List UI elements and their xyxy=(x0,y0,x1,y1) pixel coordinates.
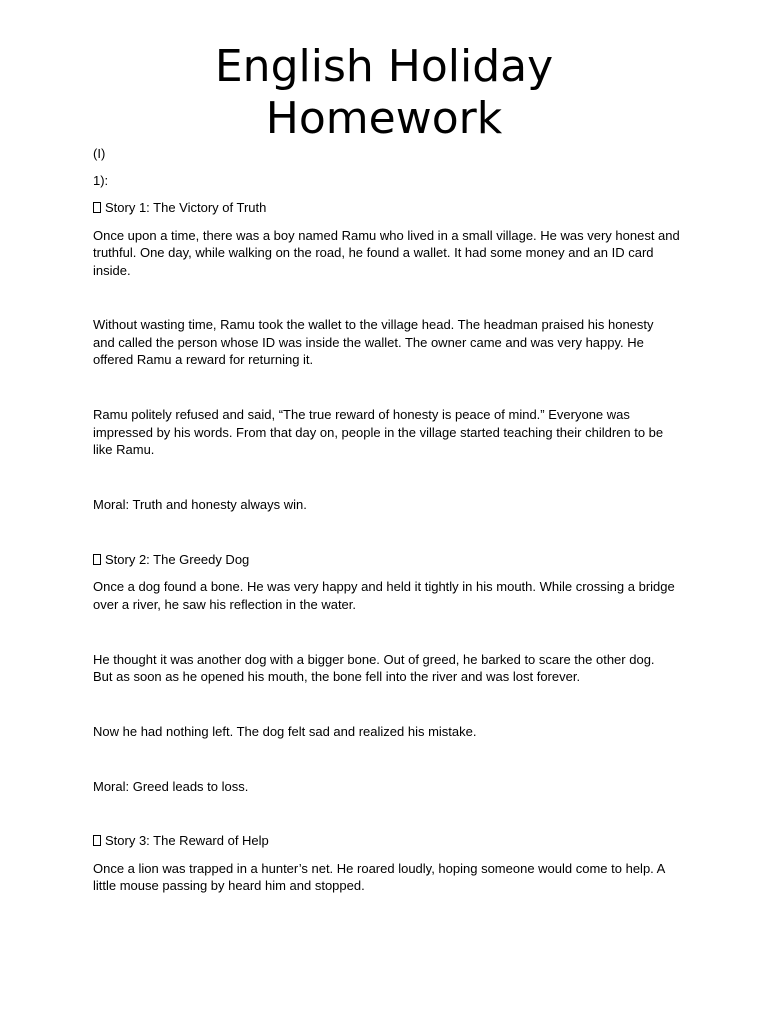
document-title-line-1: English Holiday xyxy=(214,41,554,92)
story-3-paragraph-1-line-2: little mouse passing by heard him and stopped. xyxy=(93,878,365,893)
story-3-heading xyxy=(93,832,683,850)
missing-glyph-icon xyxy=(93,835,101,846)
missing-glyph-icon xyxy=(93,202,101,213)
story-2-paragraph-1-line-2: over a river, he saw his reflection in the water. xyxy=(93,597,357,612)
story-2-heading-text: Story 2: The Greedy Dog xyxy=(105,552,250,567)
story-1-paragraph-3-line-1: Ramu politely refused and said, “The true reward of honesty is peace of mind.” Everyone was xyxy=(93,407,630,422)
missing-glyph-icon xyxy=(93,554,101,565)
story-1-moral: Moral: Truth and honesty always win. xyxy=(93,497,307,512)
story-3-heading-text: Story 3: The Reward of Help xyxy=(105,833,269,848)
document-title-line-2: Homework xyxy=(265,93,503,144)
story-1-paragraph-3-line-2: impressed by his words. From that day on, people in the village started teaching their children to be xyxy=(93,425,664,440)
story-1-paragraph-2-line-2: and called the person whose ID was inside the wallet. The owner came and was very happy. He xyxy=(93,335,644,350)
story-1-paragraph-1-line-3: inside. xyxy=(93,263,131,278)
story-1-paragraph-2-line-3: offered Ramu a reward for returning it. xyxy=(93,352,314,367)
story-1-heading xyxy=(93,199,683,217)
story-3-paragraph-1-line-1: Once a lion was trapped in a hunter’s net. He roared loudly, hoping someone would come to help. A xyxy=(93,861,666,876)
story-1-paragraph-3-line-3: like Ramu. xyxy=(93,442,155,457)
story-2-moral: Moral: Greed leads to loss. xyxy=(93,779,249,794)
section-marker: (I) xyxy=(93,146,106,161)
story-2-paragraph-2-line-2: But as soon as he opened his mouth, the bone fell into the river and was lost forever. xyxy=(93,669,581,684)
story-1-paragraph-2-line-1: Without wasting time, Ramu took the wallet to the village head. The headman praised his honesty xyxy=(93,317,654,332)
story-2-paragraph-1-line-1: Once a dog found a bone. He was very happy and held it tightly in his mouth. While crossing a bridge xyxy=(93,579,675,594)
story-2-paragraph-3-line-1: Now he had nothing left. The dog felt sad and realized his mistake. xyxy=(93,724,477,739)
story-1-paragraph-1-line-2: truthful. One day, while walking on the road, he found a wallet. It had some money and an ID card xyxy=(93,245,654,260)
story-2-paragraph-2-line-1: He thought it was another dog with a bigger bone. Out of greed, he barked to scare the other dog. xyxy=(93,652,655,667)
story-1-heading-text: Story 1: The Victory of Truth xyxy=(105,200,267,215)
story-2-heading xyxy=(93,551,683,569)
question-marker: 1): xyxy=(93,173,109,188)
story-1-paragraph-1-line-1: Once upon a time, there was a boy named Ramu who lived in a small village. He was very honest and xyxy=(93,228,680,243)
